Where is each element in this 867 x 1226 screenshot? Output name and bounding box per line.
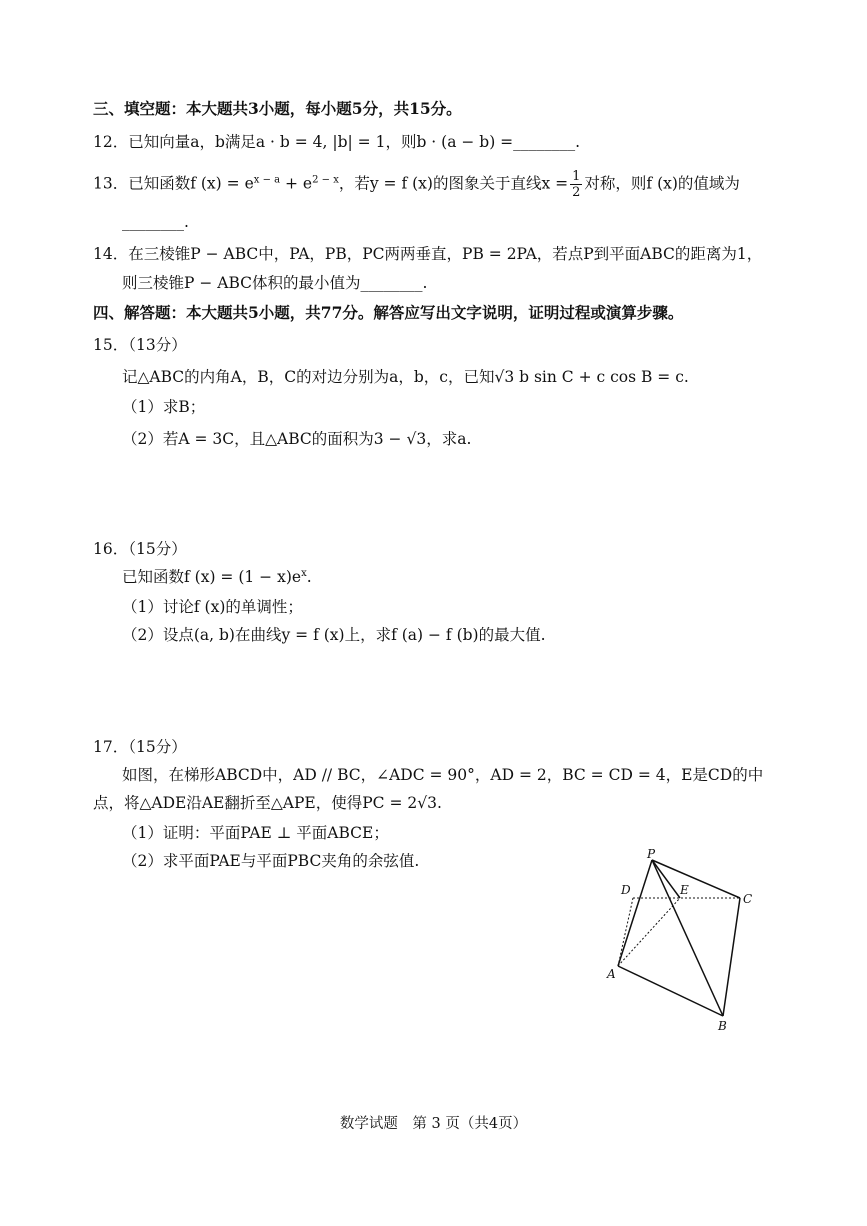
q16-exponent: x xyxy=(301,568,307,579)
question-15-stem: 记△ABC的内角A，B，C的对边分别为a，b，c，已知√3 b sin C + c cos B = c. xyxy=(122,368,689,386)
q13-text-b: + e xyxy=(280,174,313,193)
question-13-line-2: ________. xyxy=(122,213,189,231)
q13-text-d: 对称，则f (x)的值域为 xyxy=(584,174,740,193)
dotted-edge-ae xyxy=(618,898,680,966)
edge-pa xyxy=(618,860,652,966)
question-16-stem xyxy=(122,568,312,587)
q13-exponent-2: 2 − x xyxy=(312,174,339,186)
question-15-part-1: （1）求B； xyxy=(122,398,206,416)
question-12: 12．已知向量a，b满足a · b = 4, |b| = 1，则b · (a − b) =________. xyxy=(93,133,581,151)
question-17-stem-line-1: 如图，在梯形ABCD中，AD // BC，∠ADC = 90°，AD = 2，BC = CD = 4，E是CD的中 xyxy=(122,766,764,784)
question-16-part-1: （1）讨论f (x)的单调性； xyxy=(122,598,303,616)
label-b: B xyxy=(718,1019,727,1033)
label-a: A xyxy=(607,967,616,981)
section-3-header: 三、填空题：本大题共3小题，每小题5分，共15分。 xyxy=(93,99,462,118)
question-17-part-2: （2）求平面PAE与平面PBC夹角的余弦值. xyxy=(122,852,420,870)
q13-fraction xyxy=(570,170,582,199)
page-footer: 数学试题 第 3 页（共4页） xyxy=(339,1116,528,1132)
question-15-head: 15．（13分） xyxy=(93,336,187,354)
question-16-head: 16．（15分） xyxy=(93,540,187,558)
question-17-part-1: （1）证明：平面PAE ⊥ 平面ABCE； xyxy=(122,824,389,842)
question-15-part-2: （2）若A = 3C，且△ABC的面积为3 − √3，求a. xyxy=(122,430,472,448)
question-14-line-1: 14．在三棱锥P − ABC中，PA，PB，PC两两垂直，PB = 2PA，若点P到平面ABC的距离为1， xyxy=(93,245,763,263)
question-14-line-2: 则三棱锥P − ABC体积的最小值为________. xyxy=(122,274,428,292)
q13-text-c: ，若y = f (x)的图象关于直线x = xyxy=(338,174,569,193)
q13-exponent-1: x − a xyxy=(253,174,281,186)
q16-stem-text: 已知函数f (x) = (1 − x)e xyxy=(122,568,302,587)
q13-text-a: 13．已知函数f (x) = e xyxy=(93,174,254,193)
label-p: P xyxy=(647,848,656,861)
q13-fraction-denominator: 2 xyxy=(572,185,581,200)
question-13-line-1 xyxy=(93,170,740,199)
question-17-stem-line-2: 点，将△ADE沿AE翻折至△APE，使得PC = 2√3. xyxy=(93,794,442,812)
trapezoid-fold-figure xyxy=(605,848,765,1038)
edge-bc xyxy=(723,898,740,1016)
label-e: E xyxy=(680,883,689,897)
section-4-header: 四、解答题：本大题共5小题，共77分。解答应写出文字说明，证明过程或演算步骤。 xyxy=(93,303,684,322)
question-16-part-2: （2）设点(a, b)在曲线y = f (x)上，求f (a) − f (b)的最大值. xyxy=(122,626,546,644)
label-d: D xyxy=(621,883,631,897)
edge-ab xyxy=(618,966,723,1016)
question-17-head: 17．（15分） xyxy=(93,738,187,756)
label-c: C xyxy=(743,892,753,906)
q13-fraction-numerator: 1 xyxy=(572,169,581,184)
q16-stem-end: . xyxy=(306,568,312,587)
dotted-edge-da xyxy=(618,898,633,966)
